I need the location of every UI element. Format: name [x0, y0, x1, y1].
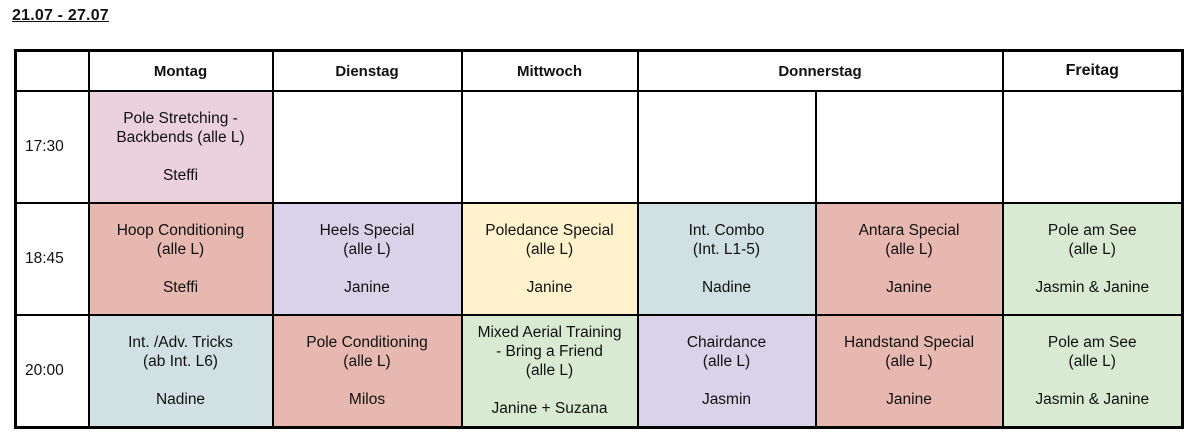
class-level: (alle L)	[525, 362, 574, 380]
class-cell-thursday-1	[638, 203, 816, 315]
class-cell-monday	[89, 315, 273, 427]
empty-cell	[462, 91, 638, 203]
class-name: Int. Combo	[688, 222, 765, 239]
instructor: Jasmin & Janine	[1035, 279, 1150, 296]
header-thursday: Donnerstag	[638, 51, 1003, 92]
instructor: Steffi	[162, 279, 199, 296]
class-name: Pole am See	[1047, 333, 1137, 351]
empty-cell	[1003, 91, 1183, 203]
class-name: Antara Special	[858, 222, 960, 239]
class-level: (alle L)	[343, 352, 391, 370]
class-name: Heels Special	[319, 222, 415, 239]
instructor: Steffi	[162, 167, 199, 184]
class-name: Mixed Aerial Training	[477, 324, 622, 342]
class-cell-friday	[1003, 203, 1183, 315]
instructor: Nadine	[155, 390, 206, 408]
class-name: Hoop Conditioning	[116, 222, 245, 239]
week-title: 21.07 - 27.07	[12, 7, 109, 24]
instructor: Janine	[886, 390, 932, 408]
header-row	[16, 51, 1183, 92]
class-cell-wednesday	[462, 203, 638, 315]
class-name: Int. /Adv. Tricks	[128, 333, 233, 351]
instructor: Nadine	[701, 279, 752, 296]
class-level: (alle L)	[885, 241, 933, 258]
class-level: (alle L)	[885, 352, 933, 370]
class-cell-tuesday	[273, 315, 462, 427]
class-name: Poledance Special	[485, 222, 614, 239]
instructor: Milos	[348, 390, 386, 408]
class-cell-thursday-2	[816, 203, 1003, 315]
instructor: Jasmin	[701, 390, 752, 408]
time-cell: 20:00	[16, 315, 89, 427]
class-level: (alle L)	[156, 241, 205, 258]
empty-cell	[273, 91, 462, 203]
class-name: Pole Stretching -	[123, 110, 238, 127]
header-time	[16, 51, 89, 92]
time-cell: 17:30	[16, 91, 89, 203]
class-cell-monday	[89, 203, 273, 315]
header-wednesday: Mittwoch	[462, 51, 638, 92]
instructor: Janine	[886, 279, 932, 296]
header-friday: Freitag	[1003, 51, 1183, 92]
class-cell-thursday-1	[638, 315, 816, 427]
time-cell: 18:45	[16, 203, 89, 315]
class-level: Backbends (alle L)	[116, 129, 245, 146]
class-level: (alle L)	[343, 241, 391, 258]
instructor: Janine	[344, 279, 390, 296]
class-level: (alle L)	[525, 241, 574, 258]
empty-cell	[638, 91, 816, 203]
class-cell-tuesday	[273, 203, 462, 315]
class-cell-thursday-2	[816, 315, 1003, 427]
class-level: (alle L)	[702, 352, 751, 370]
schedule-table	[14, 49, 1184, 429]
class-name: Handstand Special	[843, 333, 975, 351]
instructor: Janine + Suzana	[491, 400, 608, 418]
class-level: (alle L)	[1068, 241, 1116, 258]
class-name: Pole Conditioning	[306, 333, 428, 351]
class-name: Chairdance	[686, 333, 767, 351]
class-level: (alle L)	[1068, 352, 1116, 370]
class-cell-friday	[1003, 315, 1183, 427]
empty-cell	[816, 91, 1003, 203]
class-level: (ab Int. L6)	[143, 352, 218, 370]
class-cell-monday	[89, 91, 273, 203]
class-cell-wednesday	[462, 315, 638, 427]
table-row	[16, 203, 1183, 315]
table-row	[16, 91, 1183, 203]
header-monday: Montag	[89, 51, 273, 92]
table-row	[16, 315, 1183, 427]
instructor: Janine	[526, 279, 573, 296]
class-level: (Int. L1-5)	[692, 241, 761, 258]
class-name: Pole am See	[1047, 222, 1137, 239]
header-tuesday: Dienstag	[273, 51, 462, 92]
class-name-2: - Bring a Friend	[496, 343, 603, 361]
instructor: Jasmin & Janine	[1035, 390, 1150, 408]
